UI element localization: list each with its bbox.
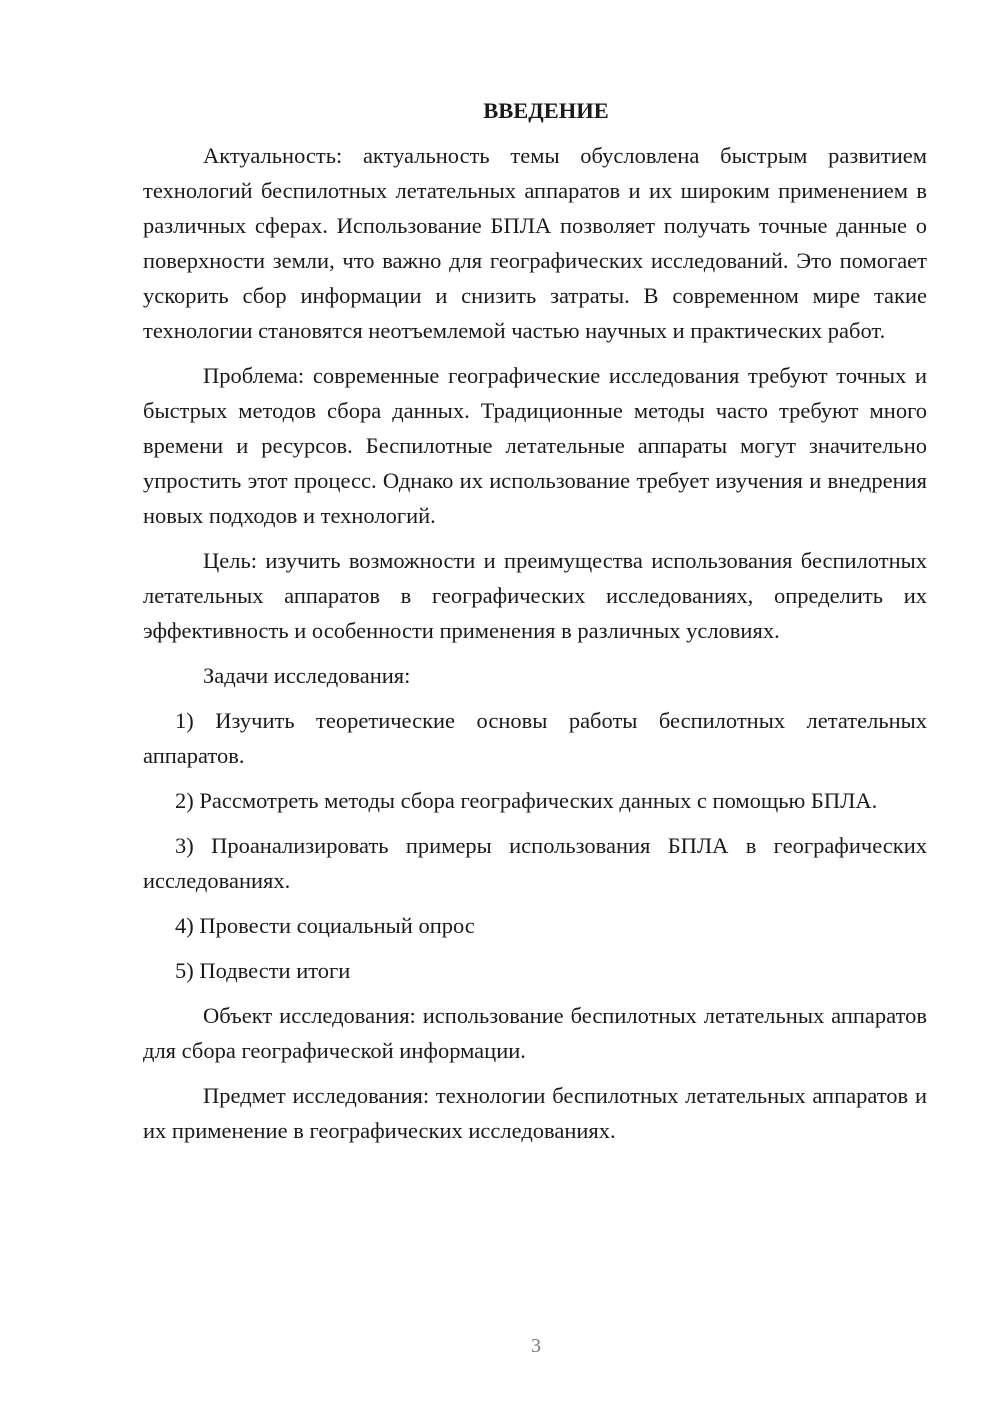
tasks-heading: Задачи исследования:: [203, 663, 411, 688]
list-item: 5) Подвести итоги: [175, 958, 351, 983]
subject-paragraph: Предмет исследования: технологии беспилотных летательных аппаратов и их применение в географических исследованиях.: [143, 1083, 927, 1143]
object-paragraph: Объект исследования: использование беспилотных летательных аппаратов для сбора географической информации.: [143, 1003, 927, 1063]
document-body: [143, 93, 927, 1148]
list-item: 3) Проанализировать примеры использования БПЛА в географических исследованиях.: [143, 833, 927, 893]
problem-paragraph: Проблема: современные географические исследования требуют точных и быстрых методов сбора данных. Традиционные методы часто требуют много времени и ресурсов. Беспилотные летательные аппараты могут значительно упростить этот процесс. Однако их использование требует изучения и внедрения новых подходов и технологий.: [143, 363, 927, 528]
page-number: 3: [531, 1335, 541, 1357]
page-title: ВВЕДЕНИЕ: [483, 98, 609, 123]
goal-paragraph: Цель: изучить возможности и преимущества использования беспилотных летательных аппаратов в географических исследованиях, определить их эффективность и особенности применения в различных условиях.: [143, 548, 927, 643]
list-item: 4) Провести социальный опрос: [175, 913, 475, 938]
list-item: 1) Изучить теоретические основы работы беспилотных летательных аппаратов.: [143, 708, 927, 768]
tasks-list: [143, 703, 927, 988]
relevance-paragraph: Актуальность: актуальность темы обусловлена быстрым развитием технологий беспилотных летательных аппаратов и их широким применением в различных сферах. Использование БПЛА позволяет получать точные данные о поверхности земли, что важно для географических исследований. Это помогает ускорить сбор информации и снизить затраты. В современном мире такие технологии становятся неотъемлемой частью научных и практических работ.: [143, 143, 927, 343]
list-item: 2) Рассмотреть методы сбора географических данных с помощью БПЛА.: [175, 788, 878, 813]
